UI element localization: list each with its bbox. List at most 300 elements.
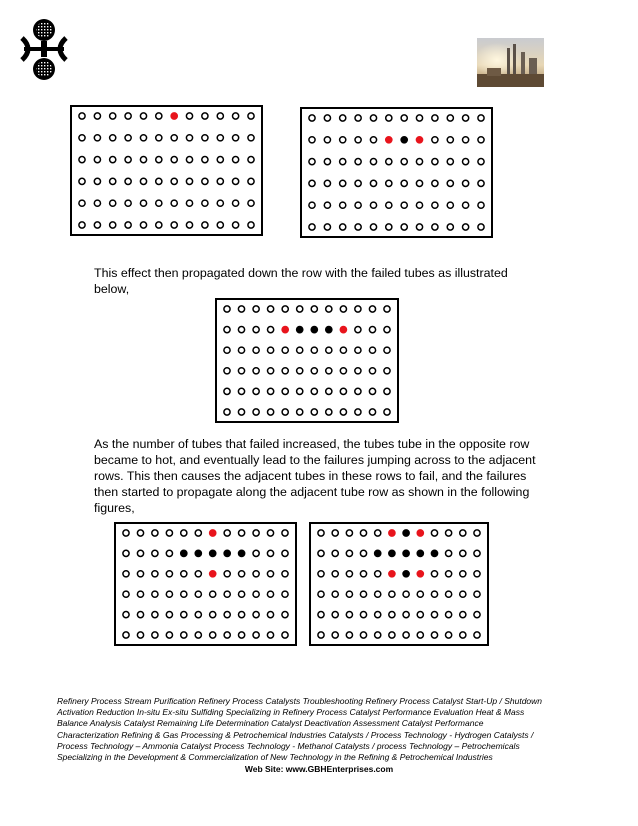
tube-ok [332,571,338,577]
tube-ok [360,591,366,597]
para1-line2: below, [94,282,130,296]
tube-ok [137,550,143,556]
tube-ok [324,137,330,143]
tube-ok [340,306,346,312]
website-link[interactable]: Web Site: www.GBHEnterprises.com [244,764,394,774]
tube-ok [202,135,208,141]
tube-ok [324,224,330,230]
tube-ok [332,530,338,536]
tube-ok [478,115,484,121]
tube-failed-black [403,550,409,556]
tube-ok [224,368,230,374]
tube-ok [125,178,131,184]
tube-ok [253,632,259,638]
tube-ok [202,113,208,119]
tube-ok [326,347,332,353]
tube-ok [186,113,192,119]
tube-ok [79,200,85,206]
tube-ok [324,115,330,121]
tube-ok [324,180,330,186]
tube-failed-black [224,550,230,556]
tube-ok [326,306,332,312]
tube-ok [267,530,273,536]
footer-line1: Refinery Process Stream Purification Refinery Process Catalysts Troubleshooting Refinery Process Catalyst Start-Up / Shutdown [57,696,543,706]
tube-ok [233,135,239,141]
tube-ok [166,591,172,597]
tube-ok [217,178,223,184]
tube-ok [355,368,361,374]
tube-ok [171,222,177,228]
company-emblem-icon [20,14,68,84]
tube-failed-red [417,571,423,577]
tube-ok [355,347,361,353]
tube-ok [460,550,466,556]
tube-ok [195,632,201,638]
tube-ok [137,530,143,536]
tube-ok [340,368,346,374]
tube-ok [210,632,216,638]
tube-ok [152,550,158,556]
tube-ok [474,530,480,536]
tube-ok [268,347,274,353]
tube-ok [432,224,438,230]
tube-ok [346,550,352,556]
tube-ok [340,180,346,186]
tube-ok [416,115,422,121]
footer-line6: Specializing in the Development & Commercialization of New Technology in the Refining & Petrochemical Industries [57,752,493,763]
tube-ok [267,550,273,556]
tube-ok [389,591,395,597]
tube-ok [447,115,453,121]
tube-ok [375,591,381,597]
tube-ok [360,530,366,536]
tube-ok [239,632,245,638]
tube-ok [152,612,158,618]
tube-ok [248,200,254,206]
tube-ok [210,612,216,618]
tube-ok [156,135,162,141]
tube-ok [125,157,131,163]
tube-ok [431,591,437,597]
tube-ok [123,550,129,556]
tube-ok [375,612,381,618]
tube-grid [217,300,397,421]
figure-top-right [300,107,493,238]
tube-ok [238,368,244,374]
tube-ok [268,327,274,333]
tube-ok [224,530,230,536]
tube-ok [282,530,288,536]
tube-ok [417,612,423,618]
tube-ok [384,347,390,353]
tube-ok [282,368,288,374]
tube-ok [297,306,303,312]
tube-ok [94,113,100,119]
tube-failed-black [210,550,216,556]
tube-ok [311,388,317,394]
tube-failed-black [195,550,201,556]
tube-ok [318,612,324,618]
tube-ok [282,612,288,618]
tube-ok [224,388,230,394]
tube-ok [432,137,438,143]
tube-ok [447,202,453,208]
tube-ok [460,612,466,618]
tube-failed-red [210,530,216,536]
tube-failed-red [171,113,177,119]
tube-ok [233,113,239,119]
tube-ok [238,409,244,415]
tube-ok [332,632,338,638]
tube-ok [166,550,172,556]
tube-ok [202,157,208,163]
tube-ok [156,113,162,119]
tube-ok [386,180,392,186]
tube-ok [375,530,381,536]
tube-ok [186,222,192,228]
tube-ok [171,178,177,184]
footer-line4: Characterization Refining & Gas Processing & Petrochemical Industries Catalysts / Process Technology - Hydrogen Catalysts / [57,729,534,740]
tube-ok [309,159,315,165]
tube-ok [210,591,216,597]
tube-ok [332,550,338,556]
tube-ok [332,591,338,597]
tube-ok [340,224,346,230]
tube-ok [248,157,254,163]
tube-ok [181,530,187,536]
tube-ok [416,180,422,186]
tube-ok [478,224,484,230]
tube-ok [239,571,245,577]
tube-ok [125,113,131,119]
tube-ok [224,347,230,353]
tube-ok [238,306,244,312]
tube-ok [355,180,361,186]
tube-ok [446,591,452,597]
tube-ok [355,306,361,312]
tube-ok [195,571,201,577]
tube-ok [202,200,208,206]
tube-ok [460,632,466,638]
tube-ok [152,530,158,536]
tube-ok [369,347,375,353]
tube-ok [326,368,332,374]
tube-ok [474,591,480,597]
tube-ok [417,591,423,597]
para2-line1: As the number of tubes that failed increased, the tubes tube in the opposite row [94,437,530,451]
tube-failed-black [311,327,317,333]
tube-ok [311,409,317,415]
tube-ok [248,113,254,119]
tube-ok [346,571,352,577]
tube-ok [238,327,244,333]
tube-ok [478,180,484,186]
tube-ok [355,388,361,394]
tube-ok [171,200,177,206]
tube-ok [332,612,338,618]
tube-grid [72,107,261,234]
tube-ok [217,135,223,141]
tube-failed-black [297,327,303,333]
tube-ok [137,632,143,638]
tube-ok [370,137,376,143]
tube-ok [311,306,317,312]
tube-ok [171,157,177,163]
tube-ok [166,632,172,638]
tube-ok [110,222,116,228]
para2-line2: became to hot, and eventually lead to the failures jumping across to the adjacent [94,453,536,467]
tube-ok [355,115,361,121]
tube-ok [340,159,346,165]
tube-ok [446,612,452,618]
tube-ok [79,135,85,141]
tube-ok [355,137,361,143]
tube-ok [156,157,162,163]
tube-ok [268,306,274,312]
tube-ok [370,159,376,165]
tube-ok [463,224,469,230]
tube-ok [186,135,192,141]
tube-ok [239,591,245,597]
tube-ok [297,409,303,415]
tube-ok [311,368,317,374]
tube-grid [311,524,487,644]
tube-ok [324,159,330,165]
para2-line4: then started to propagate along the adjacent tube row as shown in the following [94,485,530,499]
tube-ok [340,115,346,121]
tube-ok [248,135,254,141]
tube-ok [125,200,131,206]
company-logo [20,14,68,84]
tube-ok [94,200,100,206]
tube-ok [478,137,484,143]
tube-ok [463,115,469,121]
figure-bottom-left [114,522,297,646]
tube-ok [186,200,192,206]
tube-ok [446,550,452,556]
tube-ok [326,409,332,415]
tube-ok [79,113,85,119]
tube-ok [268,368,274,374]
tube-ok [123,612,129,618]
tube-ok [375,632,381,638]
tube-ok [94,157,100,163]
footer-services [57,696,597,763]
tube-ok [369,368,375,374]
tube-ok [282,409,288,415]
tube-ok [233,222,239,228]
tube-ok [360,550,366,556]
tube-ok [217,157,223,163]
tube-ok [478,202,484,208]
tube-ok [417,632,423,638]
tube-ok [224,612,230,618]
tube-ok [253,306,259,312]
tube-ok [282,347,288,353]
tube-ok [474,550,480,556]
tube-ok [110,135,116,141]
tube-ok [253,550,259,556]
tube-ok [217,222,223,228]
tube-ok [309,202,315,208]
tube-ok [79,222,85,228]
tube-grid [302,109,491,236]
tube-ok [446,632,452,638]
tube-ok [384,409,390,415]
tube-ok [186,157,192,163]
tube-ok [309,137,315,143]
para2-line3: rows. This then causes the adjacent tubes in these rows to fail, and the failures [94,469,527,483]
tube-ok [446,571,452,577]
tube-ok [156,178,162,184]
refinery-photo [477,38,544,87]
tube-ok [318,550,324,556]
tube-ok [403,591,409,597]
tube-ok [140,200,146,206]
tube-ok [463,159,469,165]
tube-ok [401,202,407,208]
tube-failed-black [326,327,332,333]
tube-failed-black [401,137,407,143]
tube-ok [369,388,375,394]
tube-ok [389,632,395,638]
tube-failed-red [386,137,392,143]
tube-ok [233,178,239,184]
tube-ok [431,632,437,638]
tube-ok [110,113,116,119]
tube-ok [152,632,158,638]
tube-ok [474,632,480,638]
tube-ok [224,409,230,415]
tube-ok [386,202,392,208]
tube-ok [267,612,273,618]
tube-ok [137,612,143,618]
figure-top-left [70,105,263,236]
tube-failed-red [389,571,395,577]
tube-ok [447,137,453,143]
tube-ok [248,178,254,184]
tube-ok [253,409,259,415]
tube-ok [156,222,162,228]
tube-ok [431,530,437,536]
tube-ok [324,202,330,208]
tube-ok [384,327,390,333]
tube-ok [79,178,85,184]
tube-ok [474,612,480,618]
tube-ok [447,224,453,230]
tube-failed-red [282,327,288,333]
tube-ok [355,224,361,230]
tube-ok [125,135,131,141]
tube-ok [297,388,303,394]
tube-ok [326,388,332,394]
tube-ok [318,591,324,597]
tube-ok [224,591,230,597]
tube-failed-red [340,327,346,333]
tube-ok [140,222,146,228]
refinery-skyline-photo-icon [477,38,544,87]
tube-ok [202,222,208,228]
tube-failed-black [389,550,395,556]
footer-line3: Balance Analysis Catalyst Remaining Life Determination Catalyst Deactivation Assessment Catalyst Performance [57,718,484,729]
tube-ok [79,157,85,163]
tube-ok [224,632,230,638]
tube-ok [340,409,346,415]
tube-ok [384,306,390,312]
tube-grid [116,524,295,644]
tube-ok [282,550,288,556]
tube-ok [346,591,352,597]
tube-ok [282,632,288,638]
tube-ok [123,530,129,536]
tube-ok [239,530,245,536]
tube-ok [346,530,352,536]
tube-ok [370,202,376,208]
tube-ok [346,632,352,638]
tube-ok [384,368,390,374]
tube-ok [282,388,288,394]
tube-ok [369,409,375,415]
tube-ok [253,571,259,577]
tube-ok [253,591,259,597]
tube-ok [181,591,187,597]
tube-ok [432,202,438,208]
tube-failed-red [416,137,422,143]
tube-ok [431,612,437,618]
tube-ok [401,224,407,230]
tube-ok [123,632,129,638]
tube-ok [318,632,324,638]
tube-ok [253,612,259,618]
tube-ok [401,180,407,186]
tube-failed-red [210,571,216,577]
tube-ok [401,115,407,121]
tube-ok [386,159,392,165]
tube-ok [432,180,438,186]
tube-ok [309,180,315,186]
tube-ok [355,159,361,165]
tube-ok [267,571,273,577]
tube-ok [238,388,244,394]
tube-ok [384,388,390,394]
para2-line5: figures, [94,501,135,515]
tube-ok [140,113,146,119]
tube-failed-black [403,530,409,536]
tube-ok [460,591,466,597]
tube-ok [224,306,230,312]
tube-ok [297,368,303,374]
tube-ok [346,612,352,618]
tube-ok [253,530,259,536]
tube-ok [152,571,158,577]
tube-ok [447,180,453,186]
tube-failed-red [417,530,423,536]
tube-ok [386,224,392,230]
tube-ok [318,571,324,577]
tube-ok [340,137,346,143]
tube-ok [282,571,288,577]
tube-ok [253,347,259,353]
tube-ok [156,200,162,206]
tube-ok [463,137,469,143]
tube-ok [370,180,376,186]
tube-ok [140,157,146,163]
tube-ok [123,591,129,597]
tube-ok [233,157,239,163]
tube-ok [239,612,245,618]
tube-ok [431,571,437,577]
tube-ok [123,571,129,577]
